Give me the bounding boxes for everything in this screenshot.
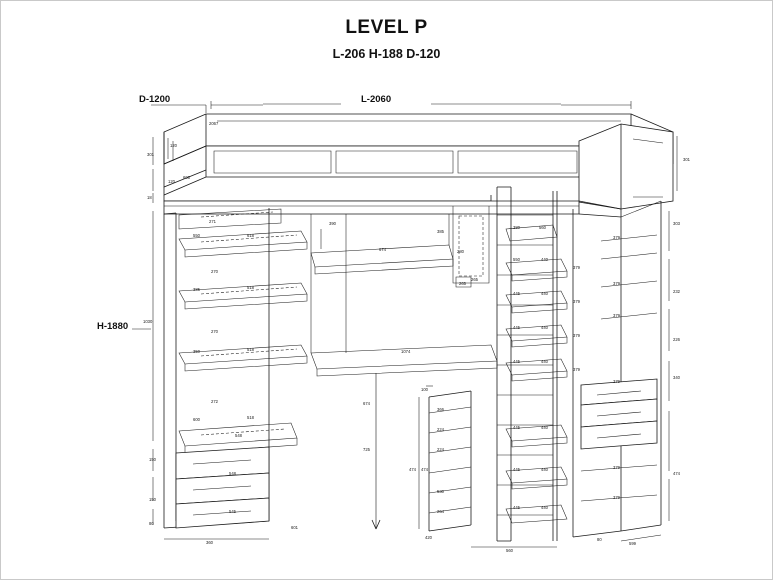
svg-text:226: 226 [673, 337, 680, 342]
svg-text:379: 379 [613, 235, 620, 240]
svg-text:548: 548 [229, 471, 236, 476]
svg-text:232: 232 [673, 289, 680, 294]
svg-text:150: 150 [149, 497, 156, 502]
svg-text:18: 18 [147, 195, 152, 200]
svg-text:599: 599 [629, 541, 636, 546]
svg-text:2067: 2067 [209, 121, 219, 126]
svg-text:725: 725 [363, 447, 370, 452]
svg-text:474: 474 [409, 467, 416, 472]
svg-text:280: 280 [457, 249, 464, 254]
svg-text:120: 120 [170, 143, 177, 148]
svg-text:674: 674 [363, 401, 370, 406]
svg-text:445: 445 [513, 467, 520, 472]
svg-text:380: 380 [513, 225, 520, 230]
svg-text:350: 350 [193, 349, 200, 354]
svg-text:270: 270 [211, 329, 218, 334]
length-label: L-2060 [361, 94, 392, 105]
svg-text:440: 440 [541, 291, 548, 296]
furniture-drawing [1, 1, 773, 581]
svg-text:303: 303 [673, 221, 680, 226]
svg-text:606: 606 [183, 175, 190, 180]
svg-text:150: 150 [149, 457, 156, 462]
svg-text:445: 445 [513, 359, 520, 364]
svg-text:440: 440 [541, 505, 548, 510]
svg-text:390: 390 [329, 221, 336, 226]
svg-text:560: 560 [539, 225, 546, 230]
svg-text:379: 379 [573, 299, 580, 304]
svg-text:474: 474 [673, 471, 680, 476]
svg-text:440: 440 [541, 425, 548, 430]
page-subtitle: L-206 H-188 D-120 [332, 47, 441, 61]
svg-text:440: 440 [541, 257, 548, 262]
svg-text:264: 264 [437, 509, 444, 514]
svg-text:440: 440 [541, 467, 548, 472]
svg-text:120: 120 [168, 179, 175, 184]
svg-text:80: 80 [597, 537, 602, 542]
svg-text:271: 271 [209, 219, 216, 224]
svg-text:420: 420 [425, 535, 432, 540]
svg-text:379: 379 [573, 333, 580, 338]
svg-text:224: 224 [437, 447, 444, 452]
svg-text:440: 440 [541, 359, 548, 364]
svg-text:548: 548 [235, 433, 242, 438]
svg-text:518: 518 [247, 285, 254, 290]
svg-text:270: 270 [211, 269, 218, 274]
svg-text:379: 379 [613, 281, 620, 286]
svg-text:265: 265 [459, 281, 466, 286]
svg-text:379: 379 [573, 367, 580, 372]
svg-text:360: 360 [206, 540, 213, 545]
svg-text:530: 530 [437, 489, 444, 494]
svg-text:600: 600 [193, 417, 200, 422]
svg-text:385: 385 [193, 287, 200, 292]
svg-text:445: 445 [513, 325, 520, 330]
svg-text:518: 518 [247, 415, 254, 420]
svg-text:224: 224 [437, 427, 444, 432]
svg-text:1030: 1030 [143, 319, 153, 324]
height-label: H-1880 [97, 321, 129, 332]
svg-text:474: 474 [421, 467, 428, 472]
svg-text:100: 100 [421, 387, 428, 392]
svg-text:518: 518 [247, 347, 254, 352]
svg-text:385: 385 [437, 229, 444, 234]
svg-text:550: 550 [193, 233, 200, 238]
svg-text:272: 272 [211, 399, 218, 404]
svg-text:618: 618 [247, 233, 254, 238]
svg-text:560: 560 [506, 548, 513, 553]
svg-text:550: 550 [513, 257, 520, 262]
svg-text:445: 445 [513, 505, 520, 510]
svg-text:379: 379 [573, 265, 580, 270]
svg-text:445: 445 [513, 425, 520, 430]
svg-text:366: 366 [437, 407, 444, 412]
svg-text:379: 379 [613, 495, 620, 500]
svg-text:445: 445 [513, 291, 520, 296]
svg-text:545: 545 [229, 509, 236, 514]
svg-text:601: 601 [291, 525, 298, 530]
svg-text:379: 379 [613, 313, 620, 318]
svg-text:340: 340 [673, 375, 680, 380]
svg-text:301: 301 [683, 157, 690, 162]
svg-text:379: 379 [613, 379, 620, 384]
svg-text:265: 265 [471, 277, 478, 282]
svg-text:1074: 1074 [401, 349, 411, 354]
depth-label: D-1200 [139, 94, 171, 105]
svg-text:379: 379 [613, 465, 620, 470]
svg-text:80: 80 [149, 521, 154, 526]
svg-text:440: 440 [541, 325, 548, 330]
svg-text:674: 674 [379, 247, 386, 252]
page-title: LEVEL P [345, 17, 428, 38]
svg-text:301: 301 [147, 152, 154, 157]
